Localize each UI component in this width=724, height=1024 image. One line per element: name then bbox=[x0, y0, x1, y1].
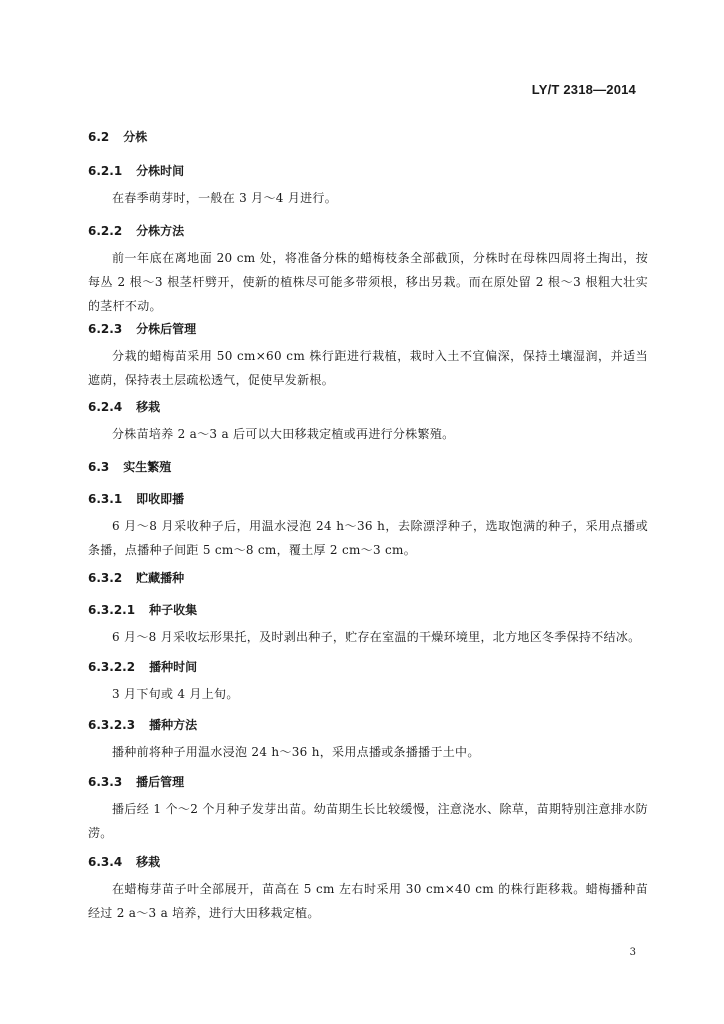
section-heading bbox=[88, 490, 648, 508]
section-number: 6.2.2 bbox=[88, 224, 123, 238]
section-title: 分株方法 bbox=[136, 224, 185, 238]
section-title: 移栽 bbox=[136, 400, 161, 414]
section-number: 6.3.4 bbox=[88, 855, 123, 869]
section-heading bbox=[88, 320, 648, 338]
section-title: 分株 bbox=[123, 130, 148, 144]
section-heading bbox=[88, 398, 648, 416]
section-heading bbox=[88, 222, 648, 240]
paragraph: 分栽的蜡梅苗采用 50 cm×60 cm 株行距进行栽植，栽时入土不宜偏深，保持土壤湿润，并适当遮荫，保持表土层疏松透气，促使早发新根。 bbox=[88, 349, 648, 387]
section-title: 分株后管理 bbox=[136, 322, 197, 336]
paragraph: 在春季萌芽时，一般在 3 月～4 月进行。 bbox=[112, 191, 338, 205]
section-title: 即收即播 bbox=[136, 492, 185, 506]
page-number: 3 bbox=[629, 947, 636, 958]
section-heading bbox=[88, 716, 648, 734]
section-number: 6.2.1 bbox=[88, 164, 123, 178]
section-number: 6.3 bbox=[88, 460, 110, 474]
paragraph: 3 月下旬或 4 月上旬。 bbox=[112, 687, 239, 701]
section-number: 6.3.2.3 bbox=[88, 718, 136, 732]
paragraph: 分株苗培养 2 a～3 a 后可以大田移栽定植或再进行分株繁殖。 bbox=[112, 427, 455, 441]
section-number: 6.3.3 bbox=[88, 775, 123, 789]
paragraph: 6 月～8 月采收坛形果托，及时剥出种子，贮存在室温的干燥环境里，北方地区冬季保持不结冰。 bbox=[112, 630, 641, 644]
standard-code: LY/T 2318—2014 bbox=[531, 82, 636, 97]
section-number: 6.3.1 bbox=[88, 492, 123, 506]
section-title: 分株时间 bbox=[136, 164, 185, 178]
section-heading bbox=[88, 773, 648, 791]
paragraph: 在蜡梅芽苗子叶全部展开，苗高在 5 cm 左右时采用 30 cm×40 cm 的株行距移栽。蜡梅播种苗经过 2 a～3 a 培养，进行大田移栽定植。 bbox=[88, 882, 648, 920]
section-title: 实生繁殖 bbox=[123, 460, 172, 474]
section-title: 播种时间 bbox=[149, 660, 198, 674]
section-number: 6.3.2 bbox=[88, 571, 123, 585]
paragraph: 播后经 1 个～2 个月种子发芽出苗。幼苗期生长比较缓慢，注意浇水、除草，苗期特别注意排水防涝。 bbox=[88, 802, 648, 840]
section-title: 贮藏播种 bbox=[136, 571, 185, 585]
section-heading bbox=[88, 128, 648, 146]
section-heading bbox=[88, 601, 648, 619]
section-number: 6.3.2.2 bbox=[88, 660, 136, 674]
section-number: 6.2 bbox=[88, 130, 110, 144]
section-number: 6.2.3 bbox=[88, 322, 123, 336]
section-heading bbox=[88, 569, 648, 587]
paragraph: 前一年底在离地面 20 cm 处，将准备分株的蜡梅枝条全部截顶，分株时在母株四周将土掏出，按每丛 2 根～3 根茎杆劈开，使新的植株尽可能多带须根，移出另栽。而在原处留 2 根～3 根粗大壮实的茎杆不动。 bbox=[88, 251, 648, 313]
section-heading bbox=[88, 853, 648, 871]
section-heading bbox=[88, 162, 648, 180]
section-heading bbox=[88, 458, 648, 476]
section-number: 6.2.4 bbox=[88, 400, 123, 414]
paragraph: 播种前将种子用温水浸泡 24 h～36 h，采用点播或条播播于土中。 bbox=[112, 745, 480, 759]
section-number: 6.3.2.1 bbox=[88, 603, 136, 617]
section-title: 播种方法 bbox=[149, 718, 198, 732]
section-title: 种子收集 bbox=[149, 603, 198, 617]
section-heading bbox=[88, 658, 648, 676]
section-title: 移栽 bbox=[136, 855, 161, 869]
section-title: 播后管理 bbox=[136, 775, 185, 789]
paragraph: 6 月～8 月采收种子后，用温水浸泡 24 h～36 h，去除漂浮种子，选取饱满的种子，采用点播或条播，点播种子间距 5 cm～8 cm，覆土厚 2 cm～3 cm。 bbox=[88, 519, 648, 557]
